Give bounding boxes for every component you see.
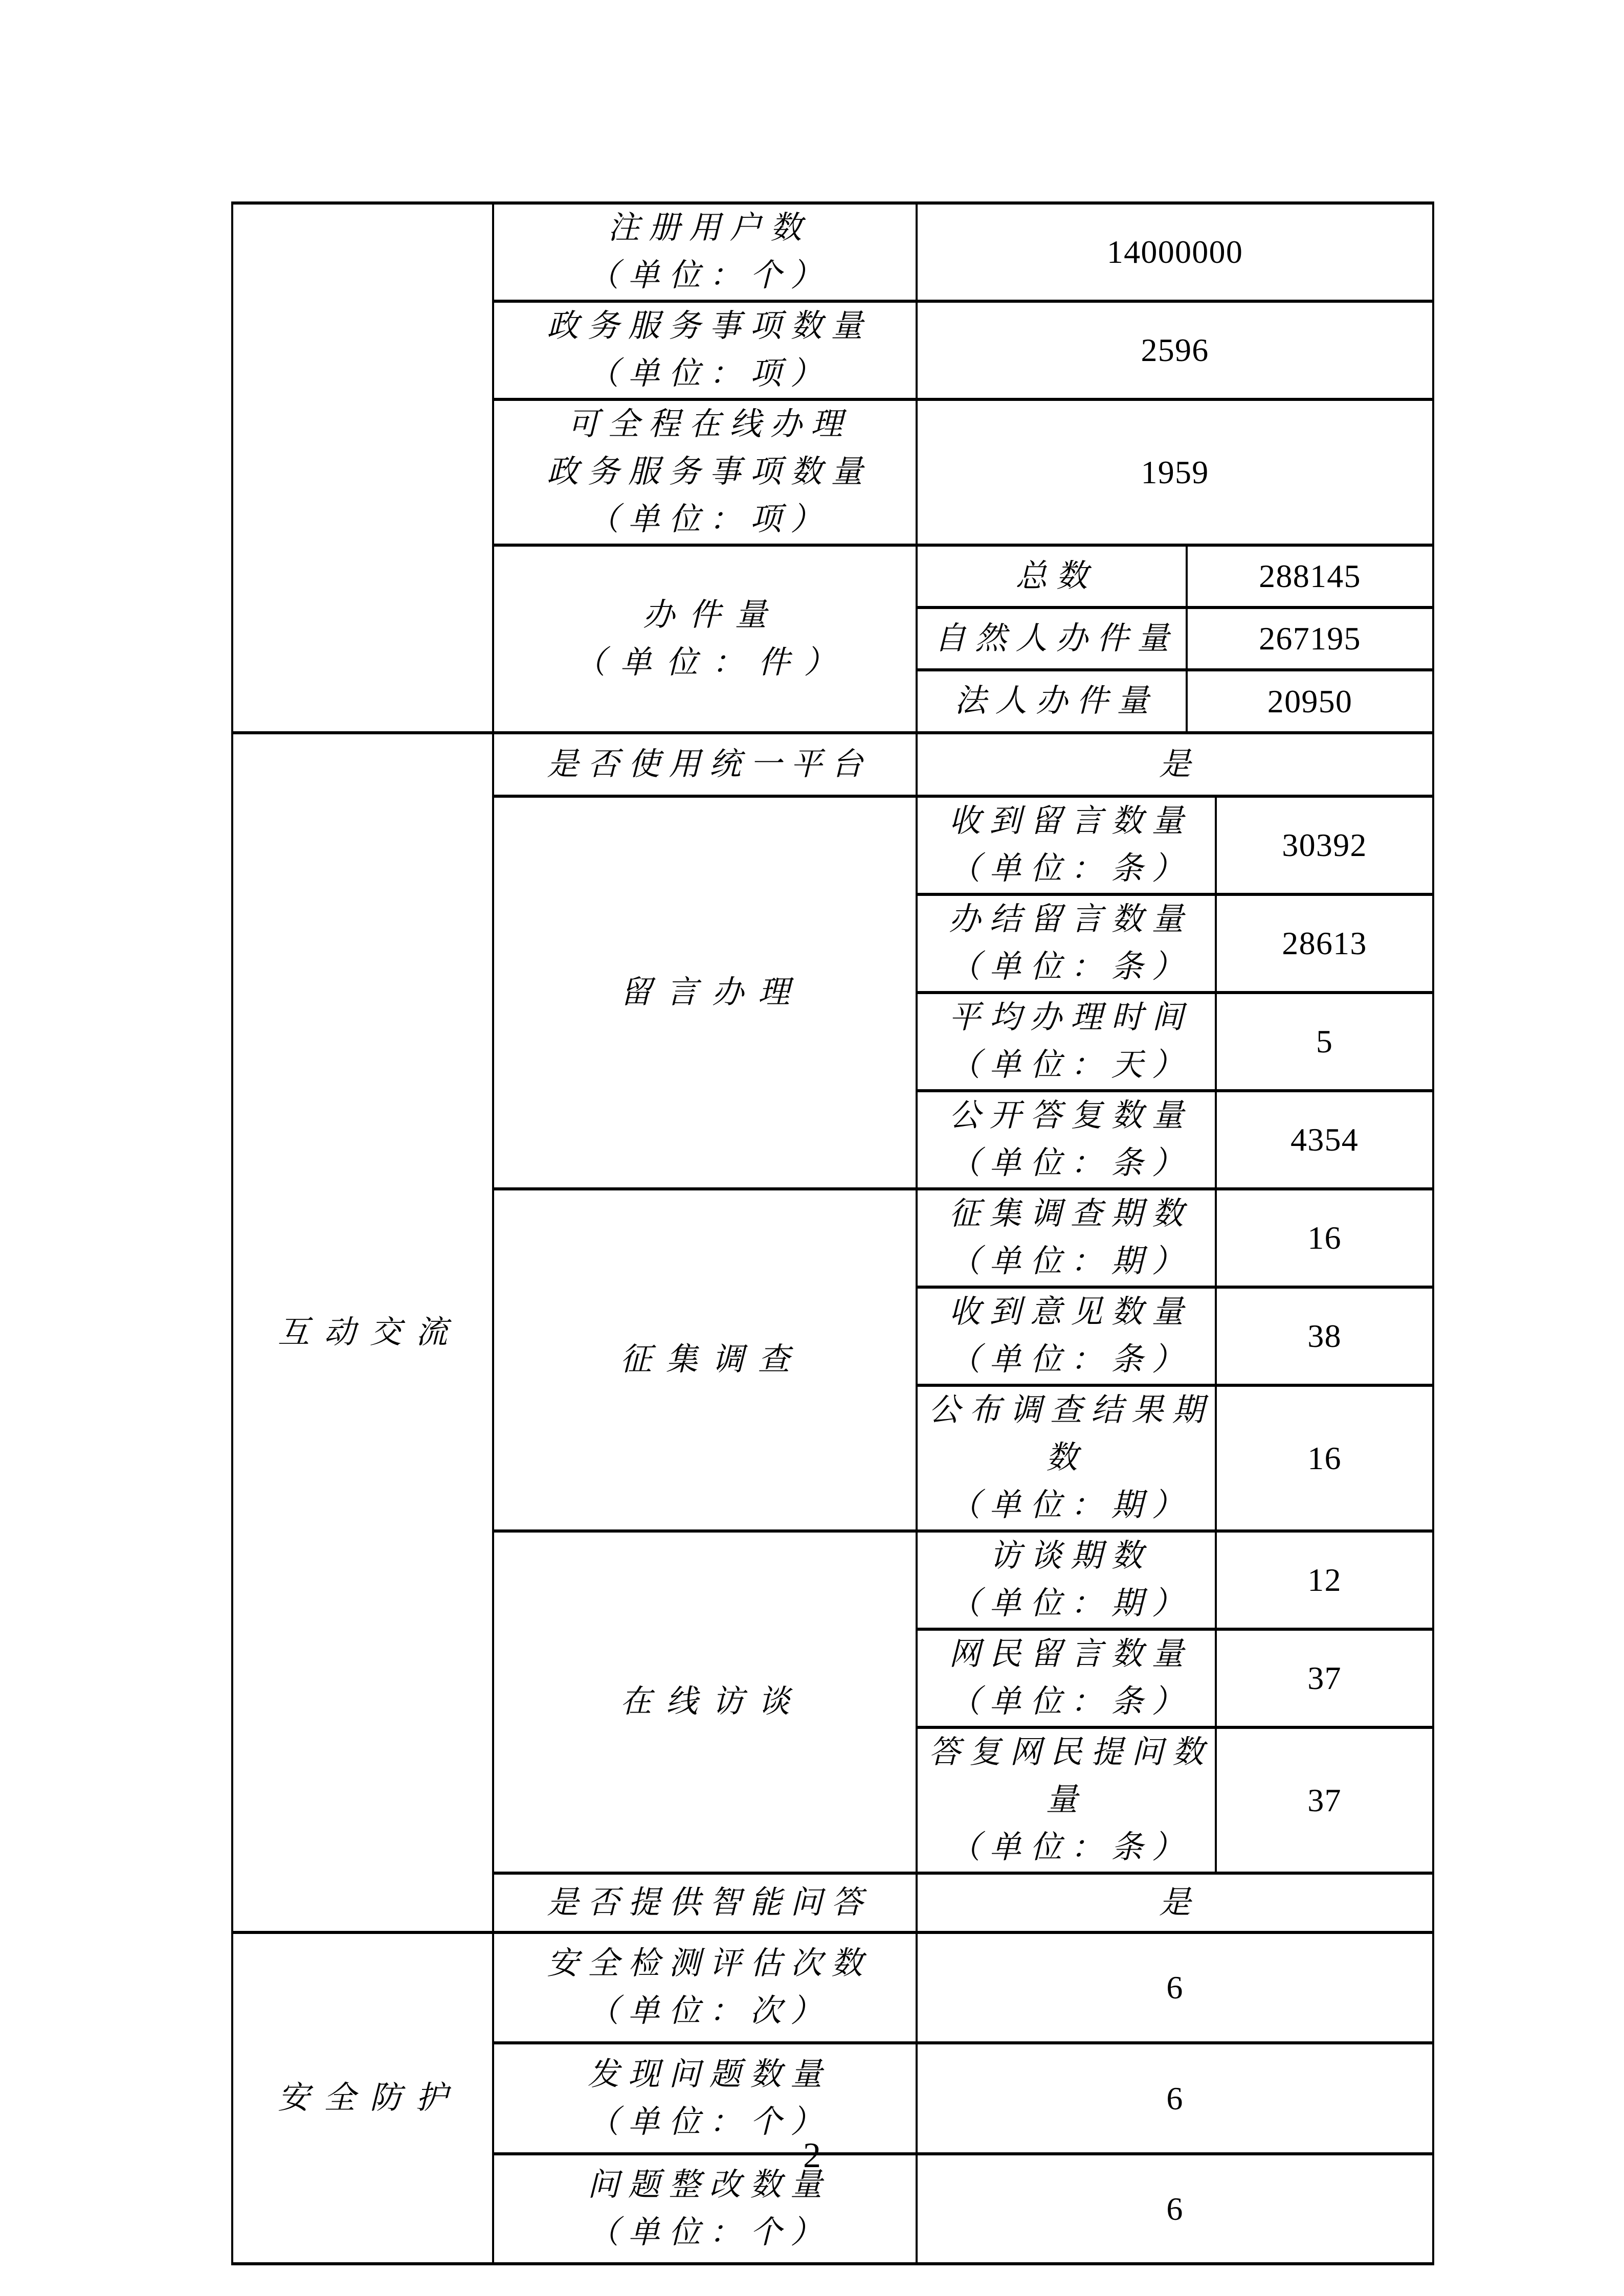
cell-survey-published-value: [1216, 1385, 1433, 1531]
survey-published-unit: （单位：期）: [949, 1488, 1193, 1523]
cell-handled-total-value: [1187, 545, 1433, 607]
registered-users-value: 14000000: [1106, 234, 1243, 270]
netizen-messages-unit: （单位：条）: [949, 1684, 1193, 1719]
cell-interview-replies-label: [917, 1727, 1216, 1873]
cell-category-security: [232, 1932, 493, 2264]
cell-security-checks-value: [917, 1932, 1433, 2043]
messages-completed-unit: （单位：条）: [949, 950, 1193, 984]
registered-users-label: 注册用户数: [608, 211, 811, 245]
category-interaction-label: 互动交流: [278, 1315, 462, 1350]
registered-users-unit: （单位：个）: [587, 258, 831, 293]
statistics-table: [231, 201, 1434, 2265]
service-items-label: 政务服务事项数量: [547, 309, 872, 344]
survey-periods-label: 征集调查期数: [949, 1197, 1193, 1231]
cell-full-online-items-label: [493, 399, 917, 545]
full-online-items-line1: 可全程在线办理: [567, 407, 852, 442]
cell-messages-received-label: [917, 796, 1216, 894]
cell-registered-users-label: [493, 203, 917, 301]
cell-messages-completed-value: [1216, 894, 1433, 993]
handled-total-value: 288145: [1259, 558, 1361, 594]
interview-replies-value: 37: [1307, 1782, 1342, 1818]
cell-message-handling-label: [493, 796, 917, 1189]
public-replies-value: 4354: [1290, 1121, 1359, 1158]
cell-security-checks-label: [493, 1932, 917, 2043]
cell-handled-legal-label: [917, 670, 1187, 733]
interview-replies-label: 答复网民提问数量: [928, 1735, 1213, 1817]
netizen-messages-value: 37: [1307, 1660, 1342, 1696]
cell-service-items-value: [917, 301, 1433, 399]
interview-periods-unit: （单位：期）: [949, 1586, 1193, 1621]
avg-time-label: 平均办理时间: [949, 1000, 1193, 1035]
survey-published-label: 公布调查结果期数: [928, 1393, 1213, 1475]
handled-total-label: 总数: [1015, 558, 1097, 594]
security-checks-unit: （单位：次）: [587, 1994, 831, 2029]
public-replies-unit: （单位：条）: [949, 1146, 1193, 1181]
cell-unified-platform-label: [493, 733, 917, 796]
messages-received-value: 30392: [1282, 827, 1367, 863]
problems-fixed-unit: （单位：个）: [587, 2215, 831, 2250]
smart-qa-value: 是: [1159, 1885, 1200, 1920]
public-replies-label: 公开答复数量: [949, 1098, 1193, 1133]
cell-public-replies-label: [917, 1091, 1216, 1189]
cell-interview-periods-label: [917, 1531, 1216, 1629]
interview-periods-label: 访谈期数: [989, 1539, 1152, 1573]
cell-smart-qa-value: [917, 1873, 1433, 1932]
cell-surveys-label: [493, 1189, 917, 1531]
messages-received-label: 收到留言数量: [949, 804, 1193, 839]
cell-messages-received-value: [1216, 796, 1433, 894]
page-number: 2: [803, 2136, 821, 2175]
cell-netizen-messages-value: [1216, 1629, 1433, 1727]
problems-found-label: 发现问题数量: [587, 2057, 831, 2092]
cell-netizen-messages-label: [917, 1629, 1216, 1727]
problems-found-value: 6: [1166, 2080, 1184, 2117]
unified-platform-label: 是否使用统一平台: [547, 747, 872, 782]
full-online-items-value: 1959: [1141, 454, 1209, 490]
survey-periods-unit: （单位：期）: [949, 1244, 1193, 1279]
interviews-label: 在线访谈: [620, 1684, 804, 1719]
cell-interview-periods-value: [1216, 1531, 1433, 1629]
survey-opinions-value: 38: [1307, 1318, 1342, 1354]
cell-unified-platform-value: [917, 733, 1433, 796]
cell-category-blank: [232, 203, 493, 733]
problems-fixed-value: 6: [1166, 2190, 1184, 2227]
survey-opinions-label: 收到意见数量: [949, 1295, 1193, 1330]
cell-handled-natural-value: [1187, 607, 1433, 670]
handled-natural-value: 267195: [1259, 620, 1361, 657]
handled-volume-label: 办件量: [643, 597, 781, 633]
cell-avg-time-value: [1216, 993, 1433, 1091]
security-checks-label: 安全检测评估次数: [547, 1946, 872, 1981]
messages-completed-label: 办结留言数量: [949, 902, 1193, 937]
full-online-items-line2: 政务服务事项数量: [547, 455, 872, 489]
security-checks-value: 6: [1166, 1969, 1184, 2006]
handled-legal-label: 法人办件量: [954, 684, 1158, 718]
cell-interviews-label: [493, 1531, 917, 1873]
unified-platform-value: 是: [1159, 747, 1200, 782]
handled-natural-label: 自然人办件量: [934, 621, 1178, 656]
smart-qa-label: 是否提供智能问答: [547, 1885, 872, 1920]
cell-survey-published-label: [917, 1385, 1216, 1531]
problems-found-unit: （单位：个）: [587, 2104, 831, 2140]
full-online-items-unit: （单位：项）: [587, 502, 831, 537]
category-security-label: 安全防护: [278, 2080, 462, 2115]
service-items-unit: （单位：项）: [587, 356, 831, 391]
cell-handled-natural-label: [917, 607, 1187, 670]
cell-handled-volume-label: [493, 545, 917, 733]
survey-published-value: 16: [1307, 1439, 1342, 1476]
cell-messages-completed-label: [917, 894, 1216, 993]
cell-avg-time-label: [917, 993, 1216, 1091]
cell-survey-periods-label: [917, 1189, 1216, 1287]
cell-survey-opinions-value: [1216, 1287, 1433, 1385]
interview-periods-value: 12: [1307, 1562, 1342, 1598]
cell-handled-legal-value: [1187, 670, 1433, 733]
cell-handled-total-label: [917, 545, 1187, 607]
netizen-messages-label: 网民留言数量: [949, 1637, 1193, 1672]
cell-survey-opinions-label: [917, 1287, 1216, 1385]
avg-time-unit: （单位：天）: [949, 1048, 1193, 1083]
cell-survey-periods-value: [1216, 1189, 1433, 1287]
survey-opinions-unit: （单位：条）: [949, 1342, 1193, 1377]
messages-completed-value: 28613: [1282, 925, 1367, 961]
avg-time-value: 5: [1316, 1023, 1333, 1060]
cell-interview-replies-value: [1216, 1727, 1433, 1873]
cell-category-interaction: [232, 733, 493, 1932]
handled-legal-value: 20950: [1267, 683, 1353, 719]
cell-registered-users-value: [917, 203, 1433, 301]
survey-periods-value: 16: [1307, 1220, 1342, 1256]
cell-service-items-label: [493, 301, 917, 399]
message-handling-label: 留言办理: [620, 975, 804, 1010]
cell-public-replies-value: [1216, 1091, 1433, 1189]
cell-smart-qa-label: [493, 1873, 917, 1932]
surveys-label: 征集调查: [620, 1342, 804, 1377]
cell-full-online-items-value: [917, 399, 1433, 545]
problems-fixed-label: 问题整改数量: [587, 2167, 831, 2202]
messages-received-unit: （单位：条）: [949, 851, 1193, 886]
interview-replies-unit: （单位：条）: [949, 1830, 1193, 1865]
service-items-value: 2596: [1141, 332, 1209, 368]
handled-volume-unit: （单位：件）: [574, 645, 850, 680]
